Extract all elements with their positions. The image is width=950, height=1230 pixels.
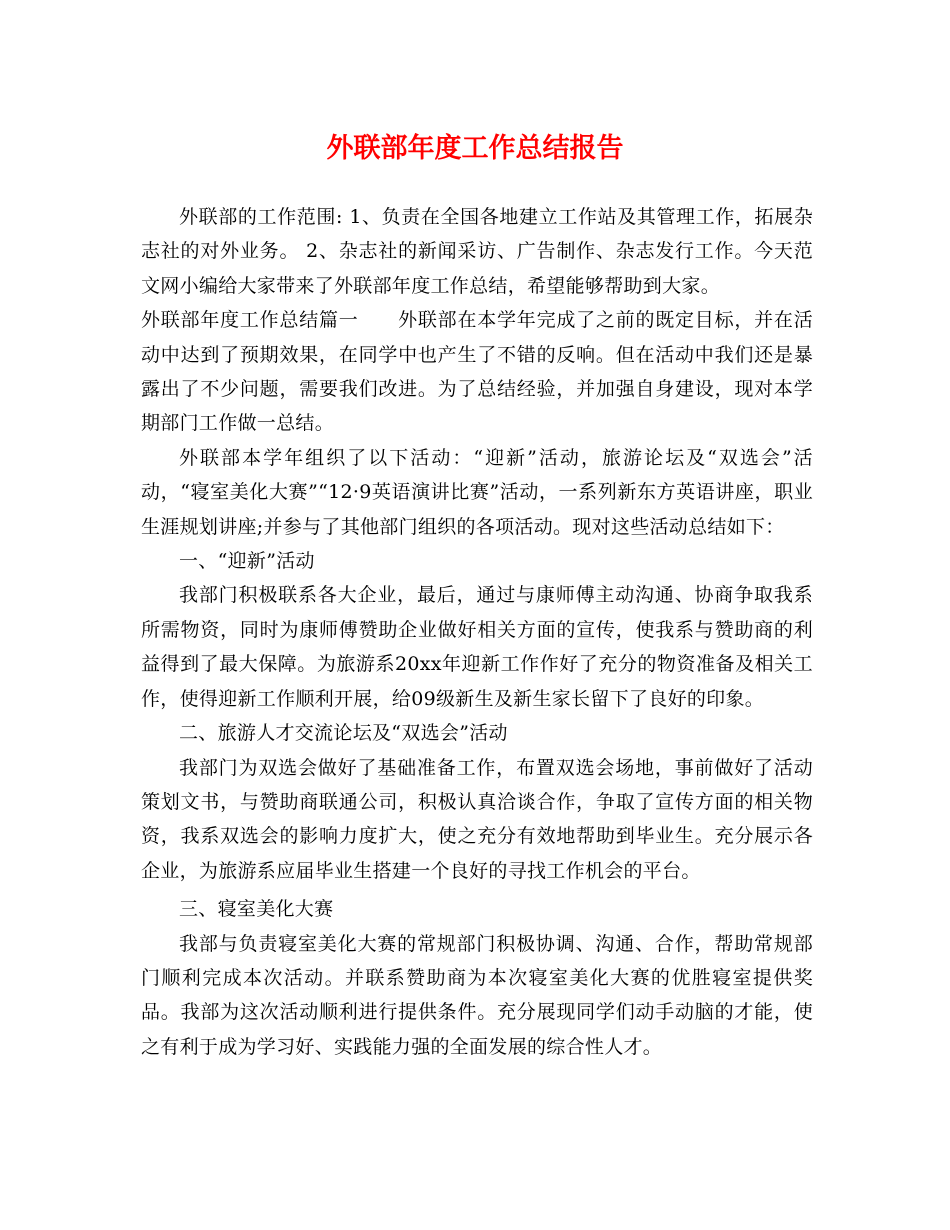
section-heading-dorm: 三、寝室美化大赛 [179, 898, 334, 921]
document-title: 外联部年度工作总结报告 [326, 133, 624, 164]
welcome-activity-paragraph: 我部门积极联系各大企业，最后，通过与康师傅主动沟通、协商争取我系所需物资，同时为康师傅赞助企业做好相关方面的宣传，使我系与赞助商的利益得到了最大保障。为旅游系20xx年迎新工作作好了充分的物资准备及相关工作，使得迎新工作顺利开展，给09级新生及新生家长留下了良好的印象。 [141, 584, 813, 710]
intro-paragraph: 外联部的工作范围: 1、负责在全国各地建立工作站及其管理工作，拓展杂志社的对外业务。 2、杂志社的新闻采访、广告制作、杂志发行工作。今天范文网小编给大家带来了外联部年度工作总结，希望能够帮助到大家。 [141, 206, 813, 297]
section-heading-welcome: 一、“迎新”活动 [179, 550, 315, 573]
forum-activity-paragraph: 我部门为双选会做好了基础准备工作，布置双选会场地，事前做好了活动策划文书，与赞助商联通公司，积极认真洽谈合作，争取了宣传方面的相关物资，我系双选会的影响力度扩大，使之充分有效地帮助到毕业生。充分展示各企业，为旅游系应届毕业生搭建一个良好的寻找工作机会的平台。 [141, 756, 813, 882]
dorm-activity-paragraph: 我部与负责寝室美化大赛的常规部门积极协调、沟通、合作，帮助常规部门顺利完成本次活动。并联系赞助商为本次寝室美化大赛的优胜寝室提供奖品。我部为这次活动顺利进行提供条件。充分展现同学们动手动脑的才能，使之有利于成为学习好、实践能力强的全面发展的综合性人才。 [141, 932, 813, 1058]
activities-overview-paragraph: 外联部本学年组织了以下活动：“迎新”活动，旅游论坛及“双选会”活动，“寝室美化大赛”“12·9英语演讲比赛”活动，一系列新东方英语讲座，职业生涯规划讲座;并参与了其他部门组织的各项活动。现对这些活动总结如下： [141, 446, 813, 538]
section-heading-forum: 二、旅游人才交流论坛及“双选会”活动 [179, 722, 508, 745]
document-body [141, 200, 813, 1064]
summary-paragraph-one: 外联部年度工作总结篇一 外联部在本学年完成了之前的既定目标，并在活动中达到了预期效果，在同学中也产生了不错的反响。但在活动中我们还是暴露出了不少问题，需要我们改进。为了总结经验，并加强自身建设，现对本学期部门工作做一总结。 [141, 309, 813, 435]
